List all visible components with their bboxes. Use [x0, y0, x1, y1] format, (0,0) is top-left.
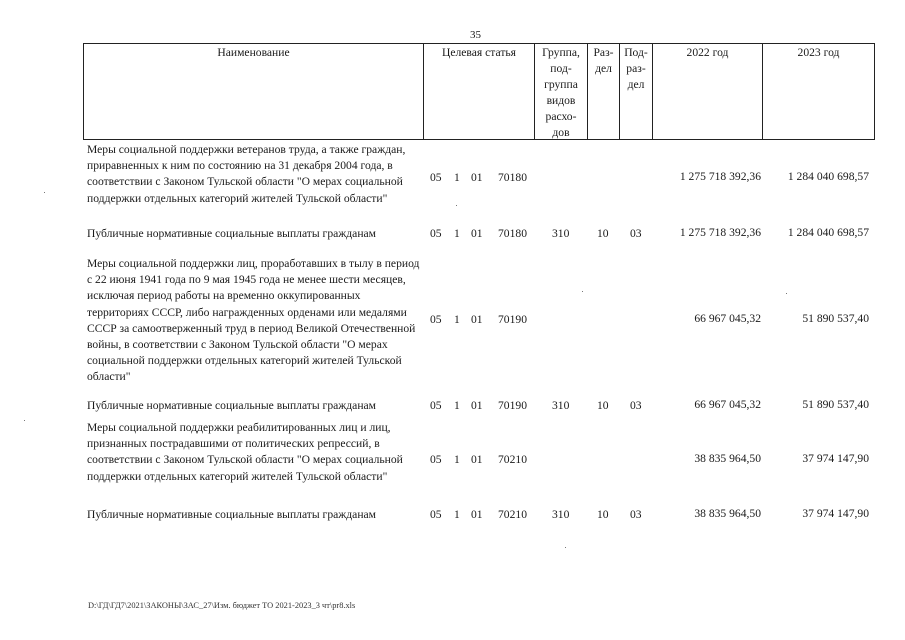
row-event: 01 — [471, 399, 483, 412]
footer-file-path: D:\ГД\ГД7\2021\ЗАКОНЫ\ЗАС_27\Изм. бюджет ТО 2021-2023_3 чт\pr8.xls — [88, 601, 356, 610]
header-section: Раз- дел — [593, 46, 614, 75]
row-direction: 70210 — [498, 508, 527, 521]
row-2023: 51 890 537,40 — [802, 312, 869, 325]
row-2023: 1 284 040 698,57 — [787, 226, 869, 239]
row-event: 01 — [471, 227, 483, 240]
row-subprogram: 1 — [454, 508, 460, 521]
scan-speck — [565, 547, 566, 548]
row-name: Меры социальной поддержки реабилитированных лиц и лиц, признанных пострадавшими от политических репрессий, в соответствии с Законом Тульской области "О мерах социальной поддержки отдельных категорий жителей Тульской области" — [87, 421, 403, 483]
row-subsection: 03 — [630, 399, 642, 412]
row-direction: 70190 — [498, 399, 527, 412]
row-event: 01 — [471, 313, 483, 326]
row-subsection: 03 — [630, 227, 642, 240]
row-program: 05 — [430, 171, 442, 184]
row-program: 05 — [430, 313, 442, 326]
row-name: Публичные нормативные социальные выплаты гражданам — [87, 227, 376, 240]
row-name: Публичные нормативные социальные выплаты гражданам — [87, 399, 376, 412]
row-direction: 70210 — [498, 453, 527, 466]
row-section: 10 — [597, 227, 609, 240]
header-name: Наименование — [217, 46, 290, 59]
header-2022: 2022 год — [686, 46, 729, 59]
row-2023: 51 890 537,40 — [802, 398, 869, 411]
row-program: 05 — [430, 453, 442, 466]
row-direction: 70180 — [498, 227, 527, 240]
row-subprogram: 1 — [454, 171, 460, 184]
column-divider — [874, 43, 875, 139]
row-subsection: 03 — [630, 508, 642, 521]
row-2022: 1 275 718 392,36 — [679, 226, 761, 239]
row-2022: 38 835 964,50 — [694, 507, 761, 520]
row-group: 310 — [552, 227, 570, 240]
header-bottom-border — [83, 139, 875, 140]
row-2023: 1 284 040 698,57 — [787, 170, 869, 183]
header-group: Группа, под- группа видов расхо- дов — [542, 46, 580, 139]
header-top-border — [83, 43, 875, 44]
row-section: 10 — [597, 508, 609, 521]
scan-speck — [24, 420, 25, 421]
scan-speck — [456, 205, 457, 206]
header-2023: 2023 год — [797, 46, 840, 59]
scan-speck — [44, 192, 45, 193]
row-subprogram: 1 — [454, 399, 460, 412]
row-section: 10 — [597, 399, 609, 412]
row-2022: 66 967 045,32 — [694, 312, 761, 325]
row-name: Меры социальной поддержки лиц, проработавших в тылу в период с 22 июня 1941 года по 9 мая 1945 года не менее шести месяцев, исключая период работы на временно оккупированных территориях СССР, либо награжденных орденами или медалями СССР за самоотверженный труд в период Великой Отечественной войны, в соответствии с Законом Тульской области "О мерах социальной поддержки отдельных категорий жителей Тульской области" — [87, 257, 420, 384]
row-name: Публичные нормативные социальные выплаты гражданам — [87, 508, 376, 521]
row-group: 310 — [552, 399, 570, 412]
row-subprogram: 1 — [454, 453, 460, 466]
row-program: 05 — [430, 227, 442, 240]
row-direction: 70180 — [498, 171, 527, 184]
row-2022: 66 967 045,32 — [694, 398, 761, 411]
row-group: 310 — [552, 508, 570, 521]
row-event: 01 — [471, 453, 483, 466]
row-program: 05 — [430, 399, 442, 412]
page-number: 35 — [470, 29, 481, 41]
row-direction: 70190 — [498, 313, 527, 326]
row-event: 01 — [471, 171, 483, 184]
row-subprogram: 1 — [454, 227, 460, 240]
row-2022: 38 835 964,50 — [694, 452, 761, 465]
row-2023: 37 974 147,90 — [802, 452, 869, 465]
row-2022: 1 275 718 392,36 — [679, 170, 761, 183]
row-event: 01 — [471, 508, 483, 521]
scan-speck — [582, 291, 583, 292]
header-subsection: Под- раз- дел — [624, 46, 648, 91]
row-2023: 37 974 147,90 — [802, 507, 869, 520]
row-program: 05 — [430, 508, 442, 521]
header-target: Целевая статья — [441, 46, 517, 59]
row-name: Меры социальной поддержки ветеранов труда, а также граждан, приравненных к ним по состоянию на 31 декабря 2004 года, в соответствии с Законом Тульской области "О мерах социальной поддержки отдельных категорий жителей Тульской области" — [87, 143, 406, 205]
scan-speck — [786, 293, 787, 294]
row-subprogram: 1 — [454, 313, 460, 326]
